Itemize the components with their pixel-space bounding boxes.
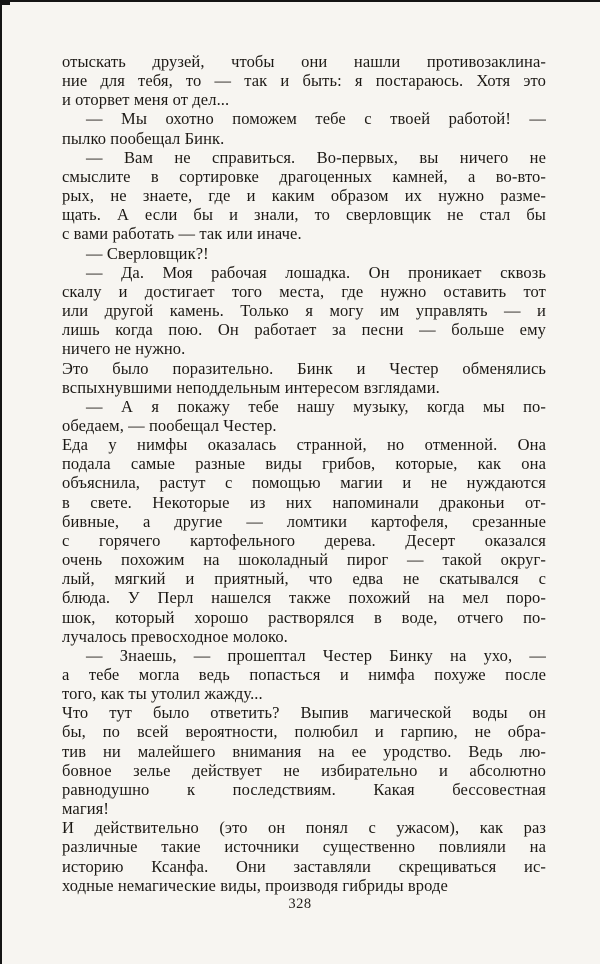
page-text: [62, 52, 546, 895]
text-line: ходные немагические виды, производя гибриды вроде: [62, 875, 448, 895]
text-line: Это было поразительно. Бинк и Честер обменялись: [62, 358, 546, 378]
text-line: — Мы охотно поможем тебе с твоей работой! —: [86, 109, 546, 129]
text-line: лучалось превосходное молоко.: [62, 626, 288, 646]
text-line: — Вам не справиться. Во-первых, вы ничего не: [86, 147, 546, 167]
text-line: ние для тебя, то — так и быть: я постараюсь. Хотя это: [62, 71, 546, 91]
text-line: историю Ксанфа. Они заставляли скрещиваться ис-: [62, 856, 546, 876]
text-line: обедаем, — пообещал Честер.: [62, 415, 277, 435]
text-line: — А я покажу тебе нашу музыку, когда мы по-: [86, 396, 546, 416]
scan-edge-top: [6, 0, 600, 2]
narrative-paragraph: [62, 703, 546, 818]
text-line: — Знаешь, — прошептал Честер Бинку на ухо, —: [86, 645, 546, 665]
dialogue-paragraph: [62, 397, 546, 435]
text-line: магия!: [62, 799, 109, 819]
text-line: отыскать друзей, чтобы они нашли противозаклина-: [62, 52, 546, 71]
text-line: блюда. У Перл нашелся также похожий на мел поро-: [62, 588, 546, 608]
dialogue-paragraph: [62, 148, 546, 244]
text-line: смыслите в сортировке драгоценных камней, а во-вто-: [62, 166, 546, 186]
text-line: бовное зелье действует не избирательно и абсолютно: [62, 760, 546, 780]
text-line: объяснила, растут с помощью магии и не нуждаются: [62, 473, 546, 493]
text-line: с вами работать — так или иначе.: [62, 224, 302, 244]
text-line: равнодушно к последствиям. Какая бессовестная: [62, 779, 546, 799]
text-line: вспыхнувшими неподдельным интересом взглядами.: [62, 377, 440, 397]
text-line: подала самые разные виды грибов, которые, как она: [62, 454, 546, 474]
narrative-paragraph: [62, 52, 546, 109]
text-line: рых, не знаете, где и каким образом их нужно разме-: [62, 186, 546, 206]
text-line: щать. А если бы и знали, то сверловщик не стал бы: [62, 205, 546, 225]
text-line: в свете. Некоторые из них напоминали драконьи от-: [62, 492, 546, 512]
text-line: Что тут было ответить? Выпив магической воды он: [62, 703, 546, 723]
narrative-paragraph: [62, 818, 546, 895]
scan-edge-left: [0, 0, 2, 964]
text-line: ничего не нужно.: [62, 339, 186, 359]
dialogue-paragraph: [62, 646, 546, 703]
text-line: очень похожим на шоколадный пирог — такой округ-: [62, 550, 546, 570]
scan-corner-mark: [0, 0, 10, 5]
text-line: — Да. Моя рабочая лошадка. Он проникает сквозь: [86, 262, 546, 282]
text-line: бы, по всей вероятности, полюбил и гарпию, не обра-: [62, 722, 546, 742]
dialogue-paragraph: [62, 109, 546, 147]
text-line: или другой камень. Только я могу им управлять — и: [62, 301, 546, 321]
text-line: лый, мягкий и приятный, что едва не скатывался с: [62, 569, 546, 589]
narrative-paragraph: [62, 435, 546, 646]
text-line: лишь когда пою. Он работает за песни — больше ему: [62, 320, 546, 340]
text-line: Еда у нимфы оказалась странной, но отменной. Она: [62, 435, 546, 455]
text-line: а тебе могла ведь попасться и нимфа похуже после: [62, 665, 546, 684]
text-line: шок, который хорошо растворялся в воде, отчего по-: [62, 607, 546, 627]
text-line: с горячего картофельного дерева. Десерт оказался: [62, 530, 546, 550]
text-line: пылко пообещал Бинк.: [62, 128, 225, 148]
text-line: тив ни малейшего внимания на ее уродство. Ведь лю-: [62, 741, 546, 761]
text-line: — Сверловщик?!: [86, 243, 209, 263]
narrative-paragraph: [62, 359, 546, 397]
text-line: того, как ты утолил жажду...: [62, 684, 263, 704]
dialogue-paragraph: [62, 244, 546, 263]
text-line: и оторвет меня от дел...: [62, 90, 230, 110]
page-number: 328: [288, 896, 312, 912]
text-line: И действительно (это он понял с ужасом), как раз: [62, 818, 546, 838]
text-line: бивные, а другие — ломтики картофеля, срезанные: [62, 511, 546, 531]
text-line: различные такие источники существенно повлияли на: [62, 837, 546, 857]
dialogue-paragraph: [62, 263, 546, 359]
text-line: скалу и достигает того места, где нужно оставить тот: [62, 281, 546, 301]
